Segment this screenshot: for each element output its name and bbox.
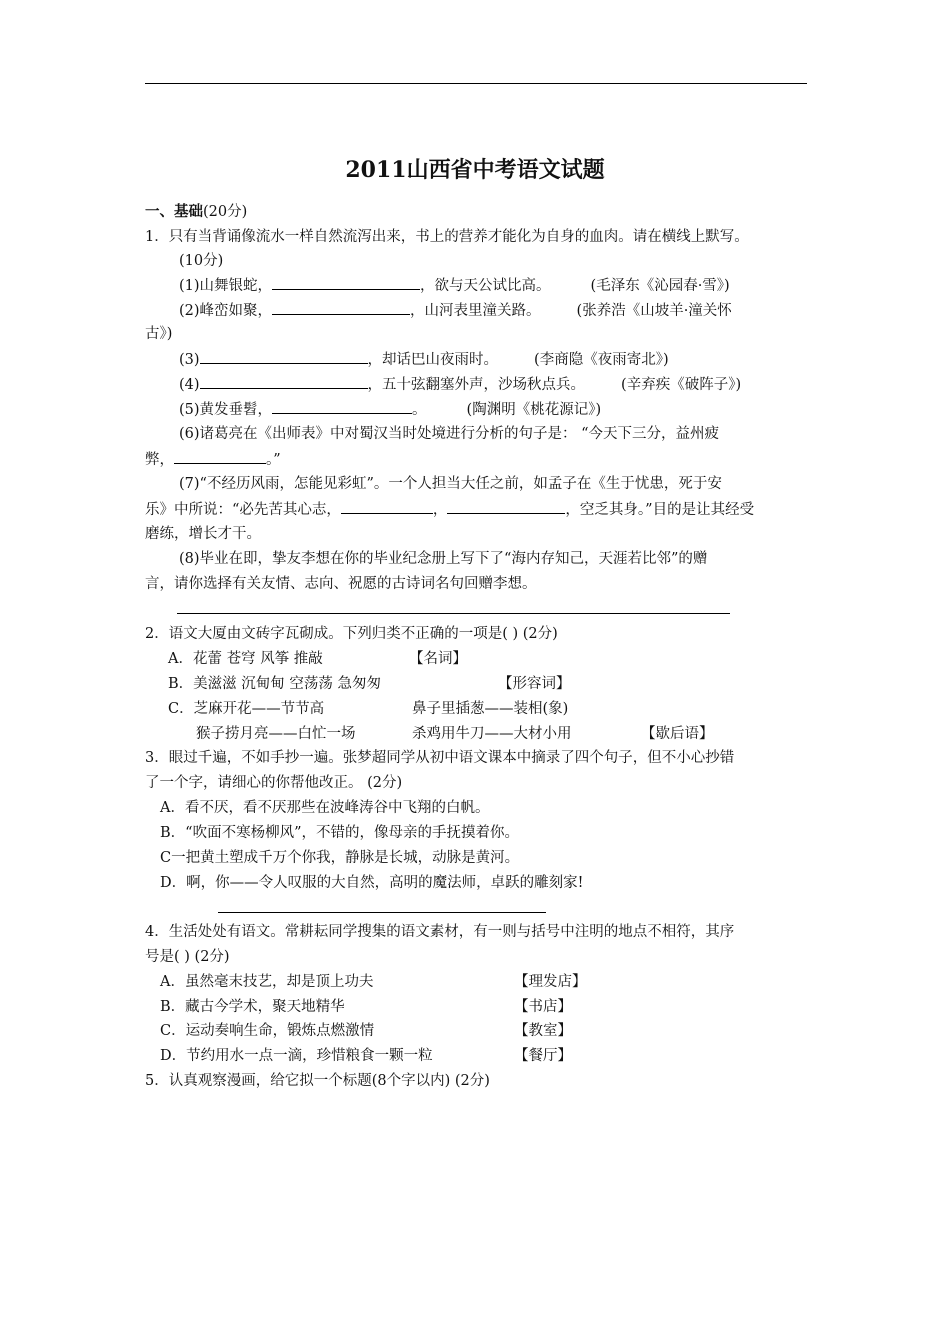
q1-item-7: (7)“不经历风雨，怎能见彩虹”。一个人担当大任之前，如孟子在《生于忧患，死于安 [179,476,722,492]
answer-blank[interactable] [447,499,565,514]
q4-option-a: A．虽然毫末技艺，却是顶上功夫 [160,974,374,990]
section-heading: 一、基础(20分) [145,203,248,220]
q2-option-a: A．花蕾 苍穹 风筝 推敲 [168,651,323,667]
answer-blank[interactable] [174,449,266,464]
q4-option-c: C．运动奏响生命，锻炼点燃激情 [160,1023,375,1039]
q2-stem: 2．语文大厦由文砖字瓦砌成。下列归类不正确的一项是( ) (2分) [145,626,558,642]
q2-option-a-tag: 【名词】 [409,651,467,667]
q3-option-c: C一把黄土塑成千万个你我，静脉是长城，动脉是黄河。 [160,850,520,866]
q4-stem: 4．生活处处有语文。常耕耘同学搜集的语文素材，有一则与括号中注明的地点不相符，其序 [145,924,735,940]
q3-stem: 3．眼过千遍，不如手抄一遍。张梦超同学从初中语文课本中摘录了四个句子，但不小心抄错 [145,750,735,766]
q5-stem: 5．认真观察漫画，给它拟一个标题(8个字以内) (2分) [145,1073,490,1089]
q1-item-2: (2)峰峦如聚， ，山河表里潼关路。 (张养浩《山坡羊·潼关怀 [179,300,732,321]
q4-option-a-tag: 【理发店】 [514,974,587,990]
q1-item-3: (3) ，却话巴山夜雨时。 (李商隐《夜雨寄北》) [179,349,669,370]
q1-item-5: (5)黄发垂髫， 。 (陶渊明《桃花源记》) [179,399,601,420]
q1-item-8-cont: 言，请你选择有关友情、志向、祝愿的古诗词名句回赠李想。 [145,576,537,592]
q1-item-1: (1)山舞银蛇， ，欲与天公试比高。 (毛泽东《沁园春·雪》) [179,275,730,296]
q4-option-b: B．藏古今学术，聚天地精华 [160,999,345,1015]
q1-item-7-cont: 乐》中所说：“必先苦其心志， ， ，空乏其身。”目的是让其经受 [145,499,754,520]
q4-option-d-tag: 【餐厅】 [514,1048,572,1064]
q1-item-2-cont: 古》) [145,326,173,342]
q4-option-b-tag: 【书店】 [514,999,572,1015]
q1-item-7-end: 磨练，增长才干。 [145,526,261,542]
page-title: 2011山西省中考语文试题 [345,157,605,183]
q1-item-6-cont: 弊， 。” [145,449,281,470]
q1-stem: 1．只有当背诵像流水一样自然流泻出来，书上的营养才能化为自身的血肉。请在横线上默写。 [145,229,749,245]
q2-option-c-2: 鼻子里插葱——装相(象) [412,701,569,717]
answer-line[interactable] [218,912,546,913]
q4-option-c-tag: 【教室】 [514,1023,572,1039]
answer-blank[interactable] [272,275,420,290]
answer-blank[interactable] [341,499,433,514]
answer-blank[interactable] [200,349,368,364]
answer-line[interactable] [177,613,730,614]
q1-item-4: (4) ，五十弦翻塞外声，沙场秋点兵。 (辛弃疾《破阵子》) [179,374,741,395]
q3-option-b: B．“吹面不寒杨柳风”，不错的，像母亲的手抚摸着你。 [160,825,519,841]
q3-option-a: A．看不厌，看不厌那些在波峰涛谷中飞翔的白帆。 [160,800,490,816]
q1-item-6: (6)诸葛亮在《出师表》中对蜀汉当时处境进行分析的句子是： “今天下三分，益州疲 [179,426,720,442]
q2-option-c-4: 杀鸡用牛刀——大材小用 [412,726,572,742]
q2-option-c-1: C．芝麻开花——节节高 [168,701,325,717]
answer-blank[interactable] [272,399,412,414]
answer-blank[interactable] [272,300,410,315]
answer-blank[interactable] [200,374,368,389]
q1-score: (10分) [179,253,224,269]
q2-option-c-tag: 【歇后语】 [641,726,714,742]
q2-option-b-tag: 【形容词】 [498,676,571,692]
q2-option-c-3: 猴子捞月亮——白忙一场 [196,726,356,742]
q3-option-d: D．啊，你——令人叹服的大自然，高明的魔法师，卓跃的雕刻家! [160,875,584,891]
q4-option-d: D．节约用水一点一滴，珍惜粮食一颗一粒 [160,1048,433,1064]
q4-stem-cont: 号是( ) (2分) [145,949,230,965]
q3-stem-cont: 了一个字，请细心的你帮他改正。 (2分) [145,775,403,791]
q1-item-8: (8)毕业在即，挚友李想在你的毕业纪念册上写下了“海内存知己，天涯若比邻”的赠 [179,551,708,567]
q2-option-b: B．美滋滋 沉甸甸 空荡荡 急匆匆 [168,676,381,692]
header-rule [145,83,807,84]
